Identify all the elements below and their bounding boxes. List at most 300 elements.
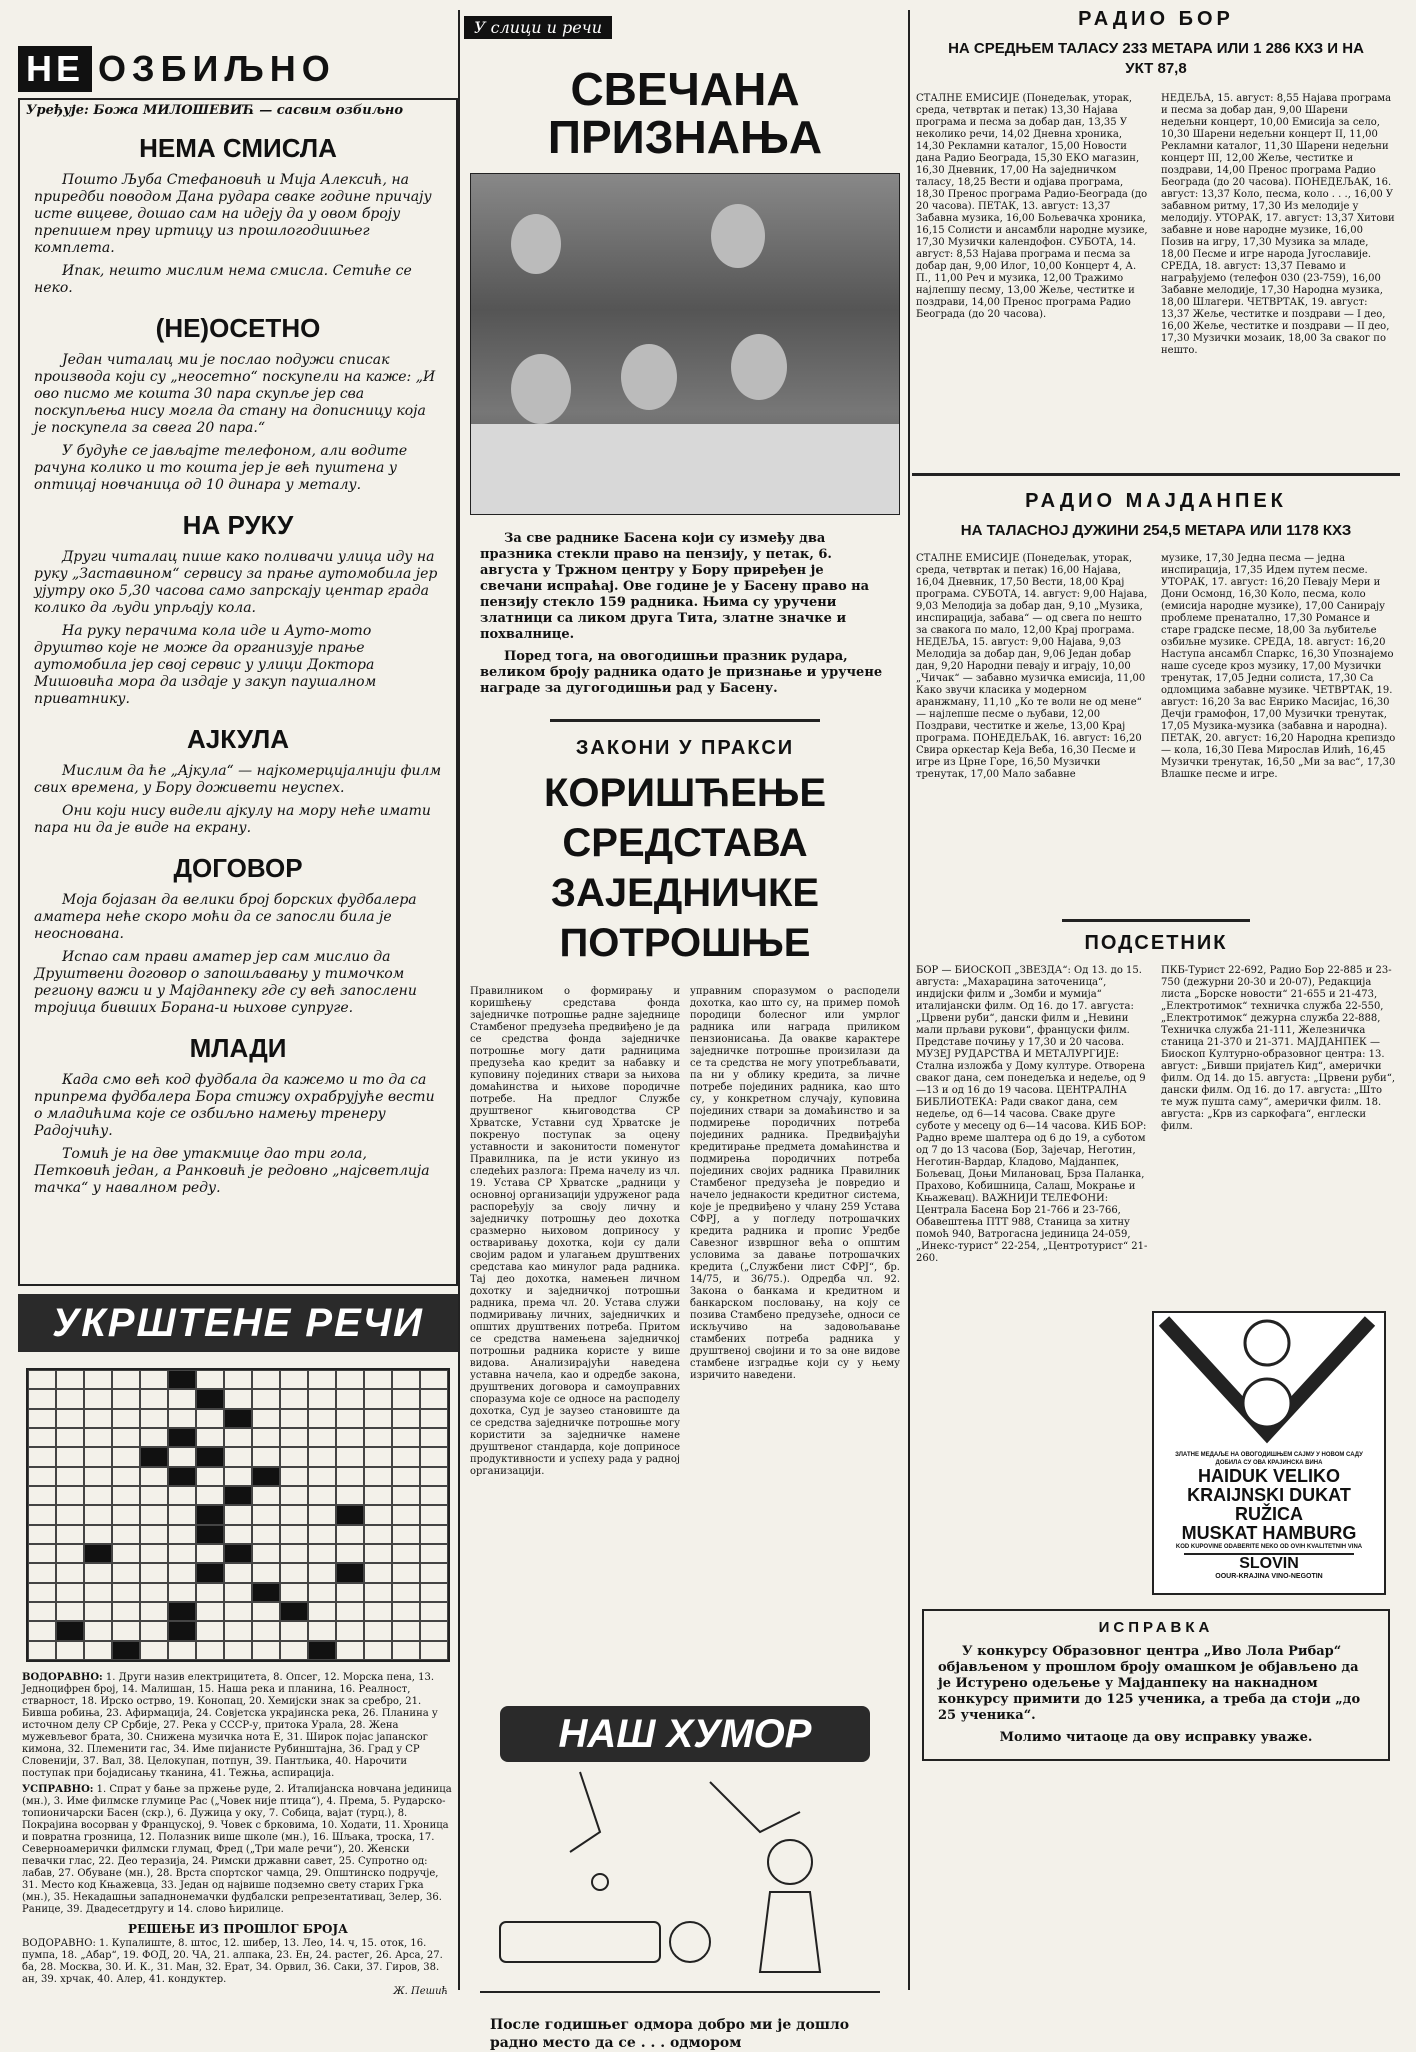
crossword-cell	[196, 1602, 224, 1621]
cartoon-machine	[500, 1922, 660, 1962]
crossword-cell	[168, 1447, 196, 1466]
crossword-cell	[280, 1641, 308, 1660]
crossword-cell	[308, 1505, 336, 1524]
crossword-cell	[224, 1428, 252, 1447]
crossword-cell	[392, 1447, 420, 1466]
crossword-cell	[28, 1602, 56, 1621]
crossword-cell	[280, 1544, 308, 1563]
crossword-cell	[420, 1428, 448, 1447]
crossword-cell	[56, 1525, 84, 1544]
crossword-cell	[364, 1409, 392, 1428]
crossword-cell	[364, 1621, 392, 1640]
crossword-cell	[28, 1544, 56, 1563]
solution-title: РЕШЕЊЕ ИЗ ПРОШЛОГ БРОЈА	[128, 1922, 348, 1936]
kicker: ЗАКОНИ У ПРАКСИ	[575, 737, 795, 759]
crossword-cell	[308, 1428, 336, 1447]
crossword-cell	[140, 1409, 168, 1428]
crossword-cell	[336, 1583, 364, 1602]
masthead-ne: НЕ	[18, 46, 92, 92]
crossword-cell	[168, 1370, 196, 1389]
crossword-cell	[252, 1602, 280, 1621]
crossword-cell	[364, 1389, 392, 1408]
humor-item-paragraph: На руку перачима кола иде и Ауто-мото друштво које не може да организује прање аутомобила јер свој сервис у улици Доктора Мишовића мора да издаје у закуп паушалном приватнику.	[34, 623, 377, 707]
crossword-down	[18, 1780, 458, 1916]
crossword-cell	[336, 1641, 364, 1660]
crossword-cell	[364, 1544, 392, 1563]
crossword-cell	[28, 1486, 56, 1505]
crossword-cell	[420, 1525, 448, 1544]
crossword-cell	[56, 1583, 84, 1602]
cartoon	[460, 1772, 900, 2012]
radio-bor-title: РАДИО БОР	[1078, 8, 1234, 30]
humor-item-paragraph: Пошто Љуба Стефановић и Мија Алексић, на приредби поводом Дана рудара сваке године причају исте вицеве, дошао сам на идеју да у овом броју препишем прву иртицу из прошлогодишњег комплета.	[34, 172, 432, 256]
humor-item-paragraph: Мислим да ће „Ајкула“ — најкомерцијалнији филм свих времена, у Бору доживети неуспех.	[34, 763, 442, 796]
crossword-cell	[392, 1428, 420, 1447]
ad-brand-sub: OOUR-KRAJINA VINO-NEGOTIN	[1215, 1573, 1323, 1580]
crossword-cell	[308, 1525, 336, 1544]
correction-box	[922, 1609, 1390, 1761]
crossword-grid	[26, 1368, 450, 1662]
crossword-cell	[280, 1505, 308, 1524]
photo-figure	[621, 344, 677, 410]
photo-caption: За све раднике Басена који су између два празника стекли право на пензију, у петак, 6. августа у Тржном центру у Бору приређен је свечани испраћај. Ове године је у Басену право на пензију стекло 159 радника. Њима су уручени златници са ликом друга Тита, златне значке и похвалнице.	[480, 531, 870, 642]
crossword-cell	[252, 1505, 280, 1524]
crossword-cell	[140, 1389, 168, 1408]
column-radio	[912, 0, 1400, 2000]
crossword-cell	[364, 1370, 392, 1389]
crossword-cell	[56, 1486, 84, 1505]
crossword-cell	[308, 1467, 336, 1486]
crossword-cell	[140, 1544, 168, 1563]
signature: Ж. Пешић	[393, 1986, 448, 1997]
humor-items	[26, 133, 450, 1197]
crossword-cell	[112, 1486, 140, 1505]
crossword-cell	[140, 1428, 168, 1447]
crossword-cell	[420, 1505, 448, 1524]
crossword-cell	[84, 1486, 112, 1505]
crossword-cell	[28, 1467, 56, 1486]
headline-law: КОРИШЋЕЊЕ СРЕДСТАВА ЗАЈЕДНИЧКЕ ПОТРОШЊЕ	[543, 771, 826, 965]
section-tag: У слици и речи	[464, 16, 612, 39]
crossword-cell	[224, 1486, 252, 1505]
crossword-cell	[392, 1467, 420, 1486]
crossword-cell	[140, 1447, 168, 1466]
crossword-cell	[224, 1409, 252, 1428]
crossword-cell	[280, 1583, 308, 1602]
crossword-cell	[84, 1447, 112, 1466]
crossword-cell	[28, 1447, 56, 1466]
down-label: УСПРАВНО:	[22, 1784, 94, 1795]
crossword-cell	[336, 1447, 364, 1466]
cartoon-wheel	[670, 1922, 710, 1962]
crossword-cell	[224, 1563, 252, 1582]
crossword-cell	[196, 1486, 224, 1505]
crossword-cell	[84, 1428, 112, 1447]
crossword-cell	[168, 1583, 196, 1602]
crossword-cell	[112, 1428, 140, 1447]
crossword-cell	[420, 1583, 448, 1602]
crossword-cell	[196, 1621, 224, 1640]
crossword-cell	[252, 1467, 280, 1486]
crossword-cell	[392, 1505, 420, 1524]
crossword-cell	[56, 1544, 84, 1563]
crossword-cell	[196, 1544, 224, 1563]
crossword-cell	[308, 1583, 336, 1602]
humor-item-paragraph: Ипак, нешто мислим нема смисла. Сетиће се неко.	[34, 263, 412, 296]
crossword-cell	[336, 1544, 364, 1563]
crossword-cell	[280, 1467, 308, 1486]
crossword-cell	[336, 1370, 364, 1389]
podsetnik-left: БОР — БИОСКОП „ЗВЕЗДА“: Од 13. до 15. августа: „Махараџина заточеница“, индијски филм и „Зомби и мумија“ италијански филм. Од 16. до 17. августа: „Црвени руби“, дански филм и „Невини мали прљави рукови“, француски филм. Представе почињу у 17,30 и 20 часова. МУЗЕЈ РУДАРСТВА И МЕТАЛУРГИЈЕ: Стална изложба у Дому културе. Отворена сваког дана, сем понедељка и недеље, од 9—13 и од 16 до 19 часова. ЦЕНТРАЛНА БИБЛИОТЕКА: Ради сваког дана, сем недеље, од 6—14 часова. Сваке друге суботе у месецу од 6—14 часова. КИБ БОР: Радно време шалтера од 6 до 19, а суботом од 7 до 13 часова (Бор, Зајечар, Неготин, Неготин-Вардар, Кладово, Мајданпек, Бољевац, Доњи Милановац, Брза Паланка, Прахово, Кобишница, Салаш, Мокрање и Књажевац). ВАЖНИЈИ ТЕЛЕФОНИ: Централа Басена Бор 21-766 и 23-766, Обавештења ПТТ 988, Станица за хитну помоћ 940, Ватрогасна јединица 24-059, „Инекс-туристˮ 22-254, „Центротурист“ 21-260.	[916, 965, 1148, 1264]
divider	[1062, 919, 1250, 922]
crossword-cell	[336, 1389, 364, 1408]
article-right-col: управним споразумом о расподели дохотка, као што су, на пример помоћ породици болесног или умрлог радника или награда приликом пензионисања. Да овакве карактере заједничке потрошње произилази да се та средства не могу употребљавати, па ни у облику кредита, за личне потребе појединих радника, као што су, у конкретном случају, куповина појединих ствари за домаћинство и за подмирење породичних потреба појединих радника. Предвиђајући кредитирање предмета домаћинства и подмирења породичних потреба појединих својих радника Правилник Стамбеног предузећа је повредио и начело једнакости кредитног система, које је предвиђено у члану 259 Устава СФРЈ, а у погледу потрошачких кредита радника и пропис Уредбе Савезног извршног већа о општим условима за давање потрошачких кредита („Службени лист СФРЈ“, бр. 14/75, и 36/75.). Одредба чл. 92. Закона о банкама и кредитном и банкарском пословању, на коју се позива Стамбено предузеће, односи се искључиво на задовољавање стамбених потреба радника у друштвеној својини и то за оне видове стамбене изградње који су у њему изричито наведени.	[690, 986, 900, 1381]
solution-text: ВОДОРАВНО: 1. Купалиште, 8. штос, 12. шибер, 13. Лео, 14. ч, 15. оток, 16. пумпа, 18. „Абар“, 19. ФОД, 20. ЧА, 21. алпака, 23. Ен, 24. растег, 26. Арса, 27. ба, 28. Москва, 30. И. К., 31. Ман, 32. Ерат, 34. Орвил, 36. Саки, 37. Гиров, 38. ан, 39. хрчак, 40. Алер, 41. кондуктер.	[22, 1938, 443, 1985]
crossword-cell	[420, 1486, 448, 1505]
crossword-cell	[308, 1389, 336, 1408]
crossword-cell	[364, 1505, 392, 1524]
crossword-cell	[28, 1370, 56, 1389]
photo-figure	[731, 334, 787, 400]
crossword-cell	[84, 1370, 112, 1389]
crossword-cell	[364, 1467, 392, 1486]
crossword-cell	[252, 1563, 280, 1582]
humor-item-title: НЕМА СМИСЛА	[139, 133, 337, 163]
down-clues: 1. Спрат у бање за пржење руде, 2. Италијанска новчана јединица (мн.), 3. Име филмске глумице Рас („Човек није птица“), 4. Према, 5. Рударско-топионичарски Басен (скр.), 6. Дужица у оку, 7. Собица, вајат (турц.), 8. Покрајина восорван у Француској, 9. Човек с брковима, 10. Ходати, 11. Хроница и повратна грозница, 12. Полазник вишe школе (мн.), 16. Шљака, троска, 17. Северноамерички филмски глумац, Фред („Три мале речи“), 20. Женски певачки глас, 22. Део теразија, 24. Римски државни савет, 25. Супротно од: лабав, 27. Обуване (мн.), 28. Врста спортског чамца, 29. Општинско подручје, 31. Место код Књажевца, 33. Један од највише подземно свету старих Грка (мн.), 35. Некадашњи западнонемачки фудбалски репрезентативац, Зелер, 36. Ранице, 39. Двадесетдругу и 14. слово ћирилице.	[22, 1784, 452, 1915]
crossword-cell	[56, 1621, 84, 1640]
crossword-cell	[252, 1409, 280, 1428]
crossword-cell	[420, 1641, 448, 1660]
crossword-cell	[336, 1409, 364, 1428]
crossword-cell	[56, 1602, 84, 1621]
crossword-cell	[224, 1641, 252, 1660]
humor-item-paragraph: Томић је на две утакмице дао три гола, Петковић један, а Ранковић је редовно „најсветлија тачка“ у навалном реду.	[34, 1146, 430, 1196]
crossword-cell	[140, 1486, 168, 1505]
crossword-cell	[112, 1409, 140, 1428]
crossword-cell	[84, 1505, 112, 1524]
crossword-cell	[392, 1563, 420, 1582]
cartoon-caption: После годишњег одмора добро ми је дошло радно место да се . . . одмором	[490, 2017, 850, 2051]
ad-line5: MUSKAT HAMBURG	[1181, 1523, 1357, 1543]
crossword-cell	[364, 1641, 392, 1660]
humor-item-title: ДОГОВОР	[173, 853, 303, 883]
crossword-cell	[252, 1525, 280, 1544]
crossword-across	[18, 1672, 458, 1780]
crossword-cell	[364, 1563, 392, 1582]
crossword-cell	[168, 1467, 196, 1486]
crossword-cell	[56, 1370, 84, 1389]
crossword-cell	[224, 1583, 252, 1602]
crossword-cell	[112, 1563, 140, 1582]
crossword-cell	[140, 1370, 168, 1389]
crossword-cell	[392, 1602, 420, 1621]
crossword-cell	[392, 1621, 420, 1640]
article-left-col: Правилником о формирању и коришћењу средстава фонда заједничке потрошње радне заједнице Стамбеног предузећа предвиђено је да се средства фонда заједничке потрошње могу дати радницима предузећа као кредит за набавку и куповину појединих ствари за њихова домаћинства и њихове породичне потребе. На предлог Службе друштвеног књиговодства СР Хрватске, Уставни суд Хрватске је покренуо поступак за оцену уставности и законитости поменутог Правилника, па је исти укинуо из следећих разлога: Према начелу из чл. 19. Устава СР Хрватске „радници у основној организацији удруженог рада распоређују за своју личну и заједничку потрошњу део дохотка сразмерно њиховом доприносу у остваривању дохотка, који су дали својим радом и улагањем друштвених средстава као минулог рада радника. Тај део дохотка, намењен личном дохотку и заједничкој потрошњи радника, према чл. 20. Устава служи подмиривању личних, заједничких и општих друштвених потреба. Притом се средства намењена заједничкој потрошњи радника користе у више видова. Анализирајући наведена уставна начела, као и одредбе закона, друштвених договора и самоуправних споразума које се односе на расподелу дохотка, Суд је заузео становиште да се средства заједничке потрошње могу користити за заједничке намене друштвеног стандарда, које доприносе продуктивности и успеху рада у радној организацији.	[470, 986, 680, 1477]
crossword-cell	[308, 1621, 336, 1640]
correction-apology: Молимо читаоце да ову исправку уваже.	[999, 1730, 1313, 1745]
crossword-cell	[56, 1409, 84, 1428]
crossword-cell	[168, 1621, 196, 1640]
correction-text: У конкурсу Образовног центра „Иво Лола Рибар“ објављеном у прошлом броју омашком је објављено да је Истурено одељење у Мајданпеку на накнадном конкурсу примити до 125 ученика, а треба да стоји „до 25 ученика“.	[938, 1644, 1361, 1723]
crossword-cell	[280, 1389, 308, 1408]
humor-item-paragraph: Када смо већ код фудбала да кажемо и то да са припрема фудбалера Бора стижу охрабрујуће вести о младићима које се озбиљно намењу тренеру Радојчићу.	[34, 1072, 435, 1139]
crossword-cell	[336, 1525, 364, 1544]
crossword-cell	[224, 1505, 252, 1524]
ad-line4: RUŽICA	[1235, 1504, 1303, 1524]
crossword-cell	[84, 1525, 112, 1544]
crossword-cell	[28, 1583, 56, 1602]
radio-majdanpek-sub: НА ТАЛАСНОЈ ДУЖИНИ 254,5 МЕТАРА ИЛИ 1178 КХЗ	[960, 522, 1352, 539]
crossword-cell	[224, 1602, 252, 1621]
crossword-cell	[420, 1447, 448, 1466]
crossword-cell	[168, 1428, 196, 1447]
crossword-cell	[252, 1447, 280, 1466]
crossword-cell	[168, 1389, 196, 1408]
crossword-cell	[28, 1505, 56, 1524]
crossword-cell	[364, 1583, 392, 1602]
crossword-cell	[252, 1486, 280, 1505]
column-features	[460, 0, 910, 2051]
crossword-cell	[196, 1563, 224, 1582]
cartoon-hook	[592, 1874, 608, 1890]
crossword-cell	[252, 1428, 280, 1447]
podsetnik	[912, 955, 1400, 1305]
crossword-cell	[112, 1447, 140, 1466]
photo-figure	[511, 354, 571, 424]
crossword-cell	[84, 1563, 112, 1582]
crossword-cell	[252, 1544, 280, 1563]
crossword-cell	[168, 1563, 196, 1582]
crossword-cell	[168, 1525, 196, 1544]
cartoon-line	[570, 1772, 600, 1852]
crossword-cell	[364, 1602, 392, 1621]
humor-title: НАШ ХУМОР	[500, 1706, 870, 1762]
photo-caption-2: Поред тога, на овогодишњи празник рудара, великом броју радника одато је признање и уручене награде за дугогодишњи рад у Басену.	[480, 649, 883, 696]
crossword-cell	[336, 1563, 364, 1582]
crossword-cell	[28, 1621, 56, 1640]
medal-icon	[1245, 1321, 1289, 1365]
crossword-cell	[364, 1486, 392, 1505]
crossword-cell	[280, 1409, 308, 1428]
crossword-cell	[28, 1409, 56, 1428]
wine-ad	[1152, 1311, 1386, 1595]
crossword-cell	[84, 1544, 112, 1563]
crossword-cell	[112, 1467, 140, 1486]
seal-icon	[1243, 1379, 1291, 1427]
crossword-cell	[224, 1370, 252, 1389]
crossword-cell	[252, 1370, 280, 1389]
crossword-cell	[420, 1370, 448, 1389]
crossword-cell	[84, 1467, 112, 1486]
crossword-cell	[280, 1621, 308, 1640]
humor-item-title: МЛАДИ	[189, 1033, 287, 1063]
humor-item-paragraph: Они који нису видели ајкулу на мору неће имати пара ни да је виде на екрану.	[34, 803, 431, 836]
column-humor	[18, 0, 458, 2000]
crossword-cell	[112, 1544, 140, 1563]
crossword-cell	[336, 1621, 364, 1640]
podsetnik-title: ПОДСЕТНИК	[1084, 932, 1228, 954]
crossword-cell	[196, 1409, 224, 1428]
crossword-cell	[28, 1428, 56, 1447]
law-article	[460, 986, 910, 1696]
crossword-title: УКРШТЕНЕ РЕЧИ	[18, 1294, 458, 1352]
crossword-cell	[392, 1486, 420, 1505]
crossword-cell	[112, 1583, 140, 1602]
crossword-cell	[196, 1505, 224, 1524]
crossword-cell	[196, 1447, 224, 1466]
humor-item-title: АЈКУЛА	[187, 724, 289, 754]
crossword-cell	[168, 1409, 196, 1428]
crossword-cell	[420, 1621, 448, 1640]
crossword-cell	[112, 1525, 140, 1544]
crossword-cell	[168, 1486, 196, 1505]
crossword-cell	[364, 1447, 392, 1466]
crossword-cell	[84, 1621, 112, 1640]
crossword-cell	[84, 1389, 112, 1408]
crossword-cell	[112, 1370, 140, 1389]
crossword-cell	[280, 1486, 308, 1505]
crossword-cell	[392, 1389, 420, 1408]
crossword-cell	[140, 1505, 168, 1524]
crossword-cell	[224, 1544, 252, 1563]
headline-ceremony: СВЕЧАНА ПРИЗНАЊА	[547, 63, 823, 163]
crossword-cell	[168, 1544, 196, 1563]
crossword-cell	[224, 1447, 252, 1466]
crossword-cell	[196, 1428, 224, 1447]
crossword-cell	[364, 1428, 392, 1447]
crossword-cell	[392, 1370, 420, 1389]
humor-item-paragraph: Други читалац пише како поливачи улица иду на руку „Заставином“ сервису за прање аутомобила јер ујутру око 5,30 часова само запрскају центар града колико да људи упрљају кола.	[34, 549, 438, 616]
crossword-cell	[420, 1409, 448, 1428]
radio-majdanpek-title: РАДИО МАЈДАНПЕК	[1025, 490, 1287, 512]
wine-ad-emblem	[1154, 1313, 1380, 1453]
crossword-cell	[84, 1641, 112, 1660]
crossword-cell	[140, 1467, 168, 1486]
crossword-cell	[420, 1389, 448, 1408]
crossword-cell	[56, 1467, 84, 1486]
crossword-cell	[112, 1389, 140, 1408]
cartoon-crane	[710, 1782, 800, 1832]
crossword-cell	[84, 1409, 112, 1428]
crossword-cell	[392, 1409, 420, 1428]
crossword-cell	[308, 1544, 336, 1563]
across-clues: 1. Други назив електрицитета, 8. Опсег, 12. Морска пена, 13. Једноцифрен број, 14. Малишан, 15. Наша река и планина, 16. Реалност, стварност, 18. Ирско острво, 19. Конопац, 20. Хемијски знак за сребро, 21. Бивша робиња, 23. Афирмација, 24. Совјетска украјинска река, 26. Планина у источном делу СР Србије, 27. Река у СССР-у, притока Урала, 28. Жена мужевљевог брата, 30. Снижена музичка нота Е, 31. Широк појас јапанског кимона, 32. Племенити гас, 34. Име пијанисте Рубинштајна, 36. Град у СР Словенији, 37. Вал, 38. Целокупан, потпун, 39. Пантљика, 40. Нарочити поступак при бојадисању тканина, 41. Тежња, аспирација.	[22, 1672, 438, 1779]
crossword-cell	[196, 1583, 224, 1602]
crossword-cell	[28, 1563, 56, 1582]
crossword-cell	[392, 1583, 420, 1602]
ad-brand: SLOVIN	[1184, 1553, 1354, 1573]
crossword-cell	[56, 1447, 84, 1466]
crossword-cell	[84, 1583, 112, 1602]
editor-line: Уређује: Божа МИЛОШЕВИЋ — сасвим озбиљно	[26, 103, 404, 118]
crossword-cell	[280, 1563, 308, 1582]
crossword-cell	[308, 1486, 336, 1505]
radio-bor-schedule	[912, 93, 1400, 463]
crossword-cell	[140, 1583, 168, 1602]
crossword-cell	[28, 1389, 56, 1408]
crossword-cell	[196, 1370, 224, 1389]
crossword-cell	[252, 1583, 280, 1602]
crossword-cell	[392, 1525, 420, 1544]
crossword-cell	[56, 1641, 84, 1660]
crossword-cell	[168, 1602, 196, 1621]
radio-majdanpek-right: музике, 17,30 Једна песма — једна инспирација, 17,35 Идем путем песме. УТОРАК, 17. август: 16,20 Певају Мери и Дони Осмонд, 16,30 Коло, песма, коло (емисија народне музике), 17,00 Санирају проблеме пренатално, 17,30 Романсе и старе градске песме, 18,00 За љубитеље озбиљне музике. СРЕДА, 18. август: 16,20 Наступа ансамбл Спаркс, 16,30 Упознајемо наше суседе кроз музику, 17,00 Музички тренутак, 17,05 Једни солиста, 17,30 Са одломцима забавне музике. ЧЕТВРТАК, 19. август: 16,20 За вас Енрико Масијас, 16,30 Дечји грамофон, 17,00 Музички тренутак, 17,05 Музика-музика (забавна и народна). ПЕТАК, 20. август: 16,20 Народна крепиздо — кола, 16,30 Пева Мирослав Илић, 16,45 Музички тренутак, 16,50 „Ми за вас“, 17,30 Влашке песме и игре.	[1161, 553, 1396, 780]
crossword-cell	[280, 1525, 308, 1544]
crossword-cell	[56, 1389, 84, 1408]
cartoon-head	[768, 1840, 812, 1884]
crossword-cell	[56, 1563, 84, 1582]
divider	[550, 719, 820, 722]
crossword-cell	[252, 1389, 280, 1408]
crossword-cell	[420, 1544, 448, 1563]
crossword-cell	[308, 1641, 336, 1660]
crossword-cell	[112, 1602, 140, 1621]
humor-item-title: (НЕ)ОСЕТНО	[155, 313, 321, 343]
crossword-cell	[112, 1621, 140, 1640]
ad-line3: KRAIJNSKI DUKAT	[1187, 1485, 1351, 1505]
humor-box	[18, 98, 458, 1286]
photo-figure	[511, 214, 561, 274]
crossword-cell	[336, 1602, 364, 1621]
ad-line1: ЗЛАТНЕ МЕДАЉЕ НА ОВОГОДИШЊЕМ САЈМУ У НОВОМ САДУ ДОБИЛА СУ ОВА КРАЈИНСКА ВИНА	[1175, 1452, 1363, 1466]
crossword-cell	[224, 1467, 252, 1486]
radio-bor-left: СТАЛНЕ ЕМИСИЈЕ (Понедељак, уторак, среда, четвртак и петак) 13,30 Најава програма и песма за добар дан, 13,35 У неколико речи, 14,02 Дневна хроника, 14,30 Рекламни каталог, 15,00 Новости дана Радио Београда, 15,30 ЕКО магазин, 16,30 Дневник, 17,00 На заједничком таласу, 18,25 Вести и одјава програма, 18,30 Пренос програма Радио-Београда (до 20 часова). ПЕТАК, 13. август: 13,37 Забавна музика, 16,00 Бољевачка хроника, 16,15 Солисти и ансамбли народне музике, 17,30 Музички календофон. СУБОТА, 14. август: 8,53 Најава програма и песма за добар дан, 9,00 Илог, 10,00 Концерт 4, А. П., 11,00 Реч и музика, 12,00 Тражимо најлепшу песму, 13,00 Жеље, честитке и поздрави, 14,00 Пренос програма Радио Београда (до 20 часова).	[916, 93, 1148, 320]
crossword-cell	[140, 1641, 168, 1660]
crossword-cell	[84, 1602, 112, 1621]
crossword-cell	[308, 1602, 336, 1621]
humor-item-title: НА РУКУ	[182, 510, 294, 540]
crossword-cell	[280, 1428, 308, 1447]
crossword-cell	[280, 1602, 308, 1621]
crossword-cell	[420, 1467, 448, 1486]
radio-bor-right: НЕДЕЉА, 15. август: 8,55 Најава програма и песма за добар дан, 9,00 Шарени недељни концерт, 10,00 Емисија за село, 10,30 Шарени недељни концерт II, 11,00 Рекламни каталог, 11,30 Шарени недељни концерт III, 12,00 Жеље, честитке и поздрави, 14,00 Пренос програма Радио Београда (до 20 часова). ПОНЕДЕЉАК, 16. август: 13,37 Коло, песма, коло . . ., 16,00 У забавном ритму, 17,30 Из мелодије у мелодију. УТОРАК, 17. август: 13,37 Хитови забавне и нове народне музике, 16,00 Позив на игру, 17,30 Музика за младе, 18,00 Песме и игре народа Југославије. СРЕДА, 18. август: 13,37 Певамо и награђујемо (телефон 030 (23-759), 16,00 Забавне мелодије, 17,30 Народна музика, 18,00 Шлагери. ЧЕТВРТАК, 19. август: 13,37 Жеље, честитке и поздрави — I део, 16,00 Жеље, честитке и поздрави — II део, 17,30 Музички мозаик, 18,00 За сваког по нешто.	[1161, 93, 1395, 356]
crossword-cell	[224, 1389, 252, 1408]
crossword-cell	[308, 1370, 336, 1389]
crossword-cell	[140, 1525, 168, 1544]
crossword-cell	[308, 1409, 336, 1428]
crossword-cell	[420, 1602, 448, 1621]
crossword-cell	[224, 1525, 252, 1544]
crossword-cell	[196, 1389, 224, 1408]
humor-item-paragraph: Испао сам прави аматер јер сам мислио да Друштвени договор о запошљавању у тимочком региону важи и у Мајданпеку где су већ запослени тројица бивших Борана-и њихове супруге.	[34, 949, 417, 1016]
masthead	[18, 40, 458, 98]
masthead-rest: ОЗБИЉНО	[98, 48, 336, 89]
crossword-cell	[336, 1467, 364, 1486]
crossword-cell	[112, 1641, 140, 1660]
humor-item-paragraph: Моја бојазан да велики број борских фудбалера аматера неће скоро моћи да се запосли била је неоснована.	[34, 892, 417, 942]
divider	[912, 473, 1400, 476]
radio-majdanpek-schedule	[912, 553, 1400, 903]
ad-line2: HAIDUK VELIKO	[1197, 1466, 1340, 1486]
crossword-cell	[28, 1525, 56, 1544]
humor-item-paragraph: Један читалац ми је послао подужи списак производа који су „неосетно“ поскупели на каже: „И ово писмо ме коштa 30 пара скупље јер сва поскупљења нису могла да стану на дописницу која је поскупела за свега 20 пара.“	[34, 352, 436, 436]
crossword-cell	[280, 1447, 308, 1466]
radio-bor-sub: НА СРЕДЊЕМ ТАЛАСУ 233 МЕТАРА ИЛИ 1 286 КХЗ И НА УКТ 87,8	[948, 40, 1364, 77]
crossword-cell	[224, 1621, 252, 1640]
across-label: ВОДОРАВНО:	[22, 1672, 103, 1683]
crossword-cell	[252, 1621, 280, 1640]
crossword-cell	[196, 1525, 224, 1544]
correction-title: ИСПРАВКА	[1098, 1619, 1214, 1636]
crossword-cell	[252, 1641, 280, 1660]
crossword-cell	[392, 1544, 420, 1563]
crossword-cell	[140, 1602, 168, 1621]
cartoon-body	[760, 1892, 820, 1972]
crossword-cell	[308, 1447, 336, 1466]
crossword-cell	[280, 1370, 308, 1389]
humor-item-paragraph: У будуће се јављајте телефоном, али водите рачуна колико и то кошта јер је већ пуштена у оптицај новчаница од 10 динара у металу.	[34, 443, 408, 493]
photo-figure	[711, 204, 765, 268]
